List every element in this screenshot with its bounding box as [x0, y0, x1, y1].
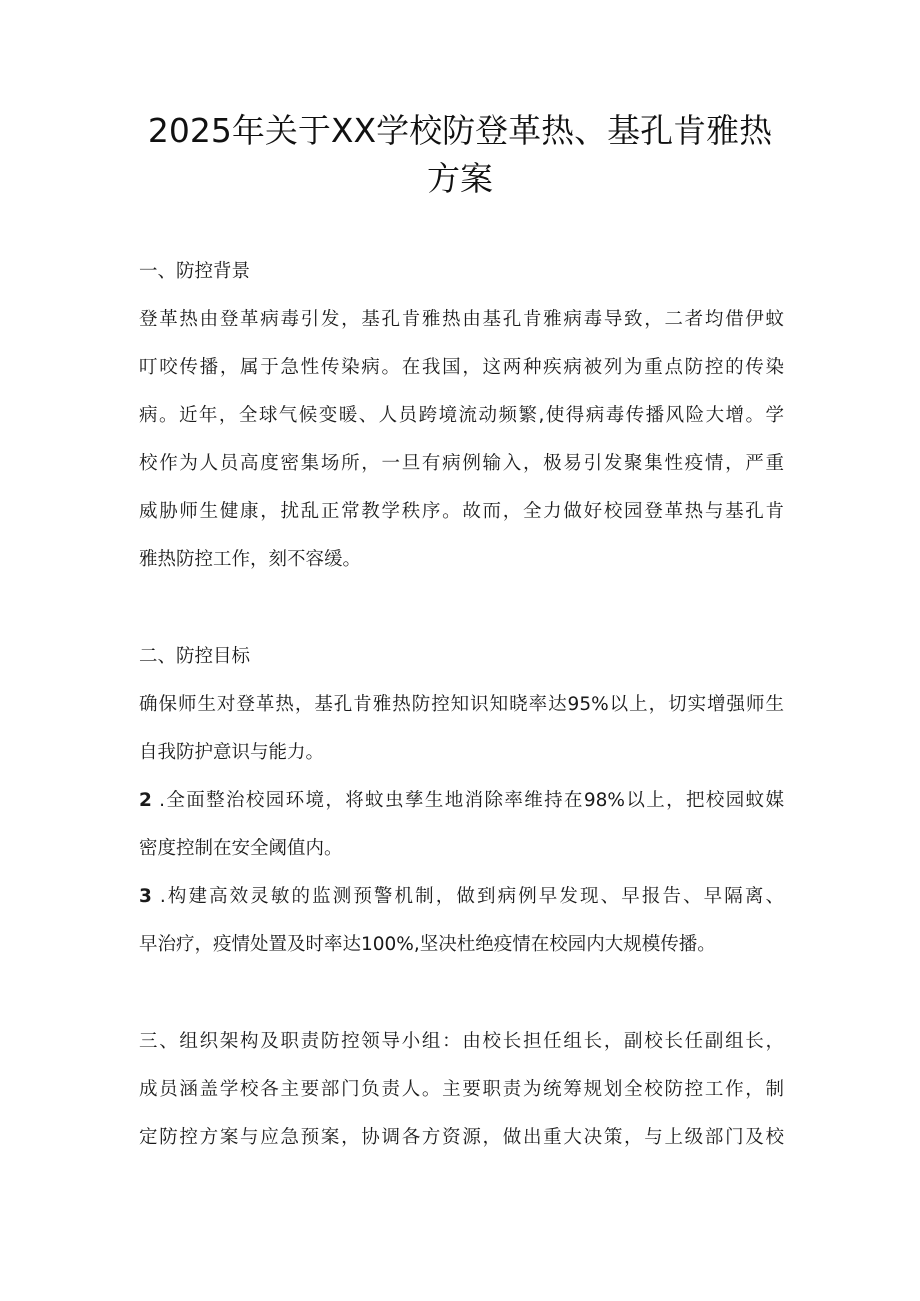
paragraph-line: 威胁师生健康，扰乱正常教学秩序。故而，全力做好校园登革热与基孔肯 — [139, 501, 784, 522]
section-heading-goals: 二、防控目标 — [139, 646, 251, 667]
paragraph-line: 成员涵盖学校各主要部门负责人。主要职责为统筹规划全校防控工作，制 — [139, 1079, 784, 1100]
document-title-line-2: 方案 — [427, 159, 493, 198]
list-item-text: .构建高效灵敏的监测预警机制，做到病例早发现、早报告、早隔离、 — [151, 886, 784, 907]
list-item-text: .全面整治校园环境，将蚊虫孳生地消除率维持在98%以上，把校园蚊媒 — [151, 790, 784, 811]
list-item-number: 3 — [139, 886, 152, 907]
list-item-3-line-1 — [139, 877, 784, 917]
paragraph-line: 确保师生对登革热，基孔肯雅热防控知识知晓率达95%以上，切实增强师生 — [139, 694, 784, 715]
paragraph-line: 登革热由登革病毒引发，基孔肯雅热由基孔肯雅病毒导致，二者均借伊蚊 — [139, 309, 784, 330]
section-heading-background: 一、防控背景 — [139, 261, 251, 282]
paragraph-line: 雅热防控工作，刻不容缓。 — [139, 549, 362, 570]
document-title-line-1: 2025年关于XX学校防登革热、基孔肯雅热 — [147, 111, 773, 150]
list-item-3-line-2: 早治疗，疫情处置及时率达100%,坚决杜绝疫情在校园内大规模传播。 — [139, 934, 716, 955]
section-heading-organization: 三、组织架构及职责防控领导小组：由校长担任组长，副校长任副组长， — [139, 1031, 784, 1052]
list-item-2-line-2: 密度控制在安全阈值内。 — [139, 838, 343, 859]
list-item-number: 2 — [139, 790, 152, 811]
paragraph-line: 校作为人员高度密集场所，一旦有病例输入，极易引发聚集性疫情，严重 — [139, 453, 784, 474]
paragraph-line: 病。近年，全球气候变暖、人员跨境流动频繁,使得病毒传播风险大增。学 — [139, 405, 784, 426]
paragraph-line: 自我防护意识与能力。 — [139, 742, 325, 763]
list-item-2-line-1 — [139, 781, 784, 821]
paragraph-line: 叮咬传播，属于急性传染病。在我国，这两种疾病被列为重点防控的传染 — [139, 357, 784, 378]
paragraph-line: 定防控方案与应急预案，协调各方资源，做出重大决策，与上级部门及校 — [139, 1127, 784, 1148]
